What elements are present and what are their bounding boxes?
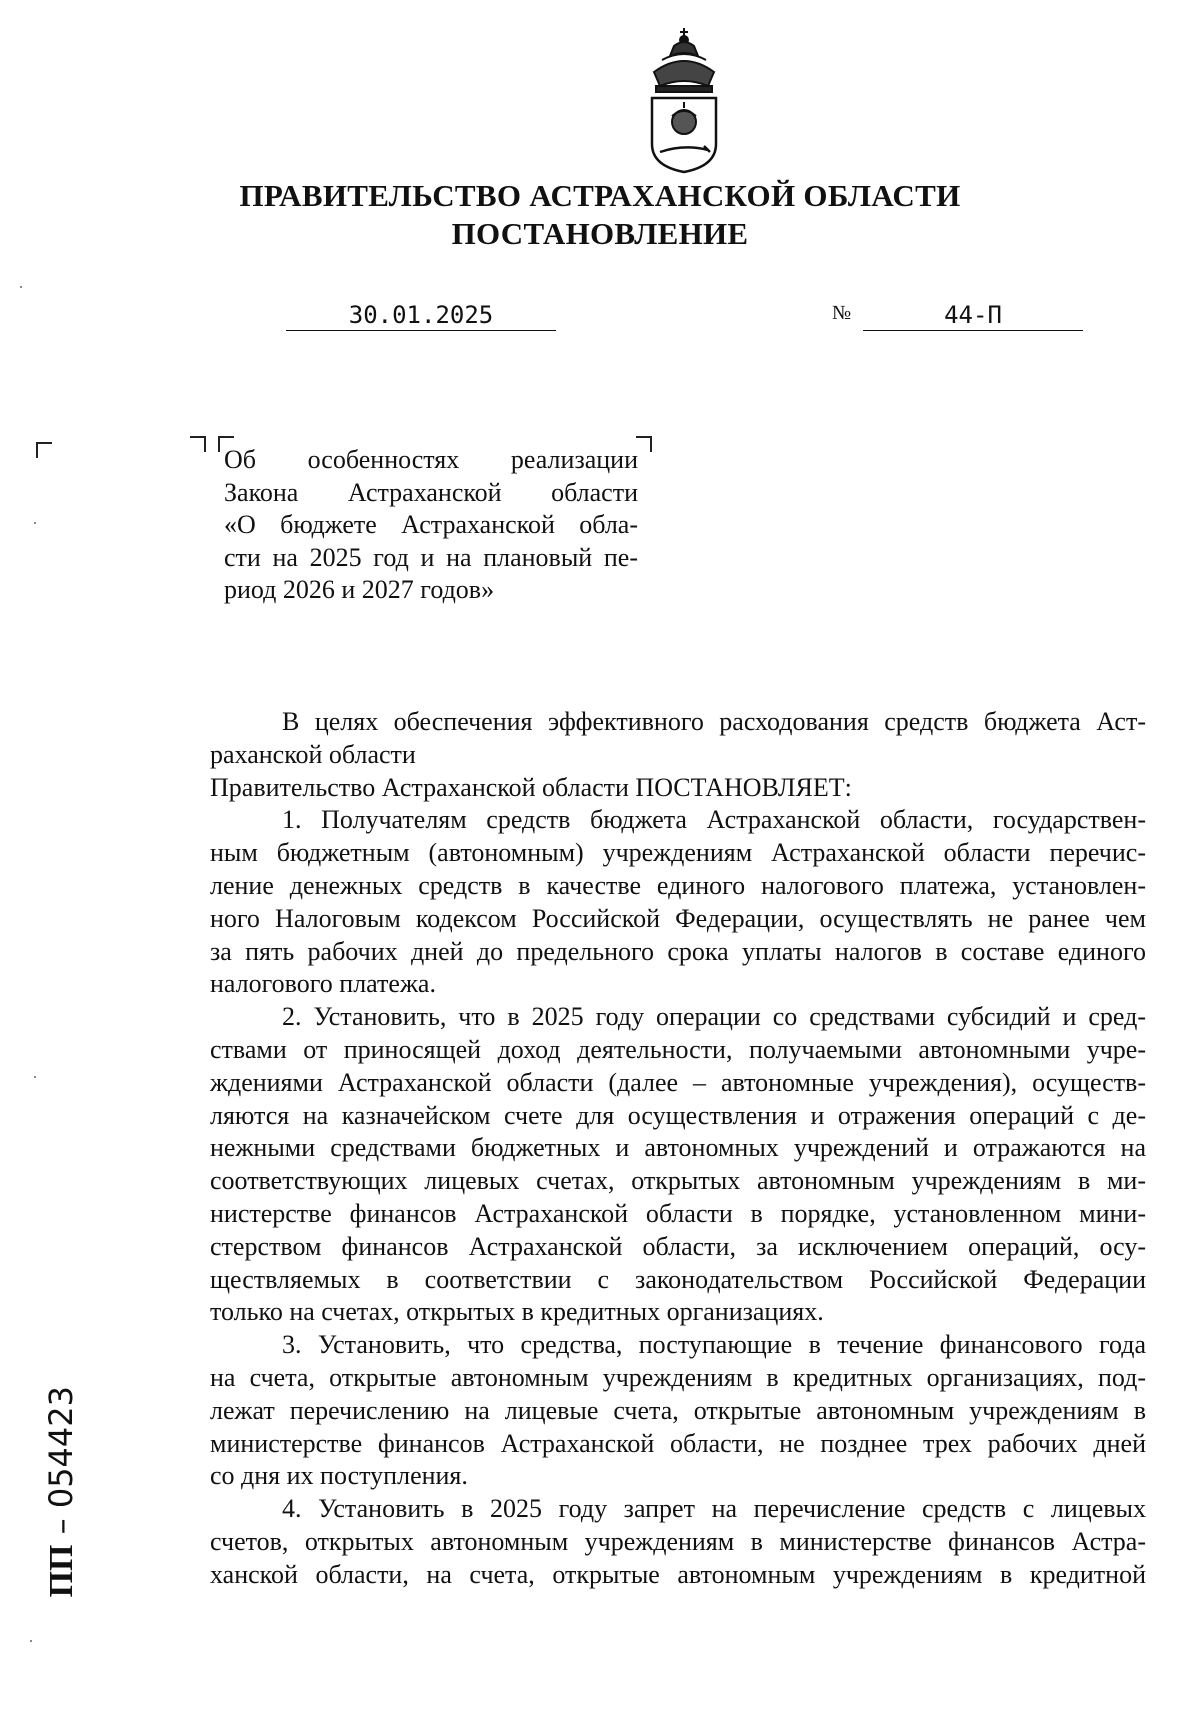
paragraph-4-cont [210, 1526, 1146, 1592]
serial-number: 054423 [42, 1386, 80, 1509]
paragraph-3 [210, 1329, 1146, 1362]
text-line: со дня их поступления. [210, 1461, 468, 1491]
subject-corner-mark [636, 436, 652, 452]
text-line: счетов, открытых автономным учреждениям в министерстве финансов Астра- [210, 1526, 1146, 1556]
text-line: 2. Установить, что в 2025 году операции со средствами субсидий и сред- [282, 1002, 1146, 1032]
text-line: ханской области, на счета, открытые автономным учреждениям в кредитной [210, 1559, 1146, 1589]
margin-corner-mark [36, 442, 52, 458]
subject-line: Об особенностях реализации [224, 445, 638, 474]
paragraph-1-cont [210, 837, 1146, 1001]
org-title: ПРАВИТЕЛЬСТВО АСТРАХАНСКОЙ ОБЛАСТИ [239, 178, 961, 213]
text-line: министерстве финансов Астраханской области, не позднее трех рабочих дней [210, 1428, 1146, 1458]
text-line: ждениями Астраханской области (далее – автономные учреждения), осуществ- [210, 1067, 1146, 1097]
text-line: нистерстве финансов Астраханской области в порядке, установленном мини- [210, 1198, 1146, 1228]
text-line: налогового платежа. [210, 969, 436, 999]
subject-line: риод 2026 и 2027 годов» [224, 575, 495, 604]
serial-dash: – [42, 1518, 80, 1535]
text-line: 3. Установить, что средства, поступающие в течение финансового года [282, 1330, 1146, 1360]
document-subject [224, 444, 638, 607]
paragraph-2-cont [210, 1034, 1146, 1329]
paragraph-4 [210, 1493, 1146, 1526]
document-body [210, 706, 1146, 1592]
text-line: лежат перечислению на лицевые счета, открытые автономным учреждениям в [210, 1395, 1146, 1425]
paragraph-1 [210, 804, 1146, 837]
scan-speck [34, 522, 36, 524]
text-line: стерством финансов Астраханской области, за исключением операций, осу- [210, 1231, 1146, 1261]
subject-line: сти на 2025 год и на плановый пе- [224, 542, 638, 572]
text-line: нежными средствами бюджетных и автономных учреждений и отражаются на [210, 1133, 1146, 1163]
text-line: на счета, открытые автономным учреждениям в кредитных организациях, под- [210, 1362, 1146, 1392]
serial-series: ПП [43, 1544, 80, 1598]
number-sign: № [832, 302, 852, 324]
paragraph-2 [210, 1001, 1146, 1034]
preamble-end [210, 739, 1146, 805]
subject-line: Закона Астраханской области [224, 477, 638, 507]
text-line: ным бюджетным (автономным) учреждениям Астраханской области перечис- [210, 838, 1146, 868]
preamble [210, 706, 1146, 739]
doc-type: ПОСТАНОВЛЕНИЕ [451, 216, 749, 251]
resolves-line: Правительство Астраханской области ПОСТАНОВЛЯЕТ: [210, 772, 852, 802]
scan-speck [34, 1076, 36, 1078]
form-serial-code [42, 1386, 81, 1597]
scan-speck [30, 1640, 32, 1642]
text-line: ление денежных средств в качестве единого налогового платежа, установлен- [210, 870, 1146, 900]
document-date: 30.01.2025 [286, 300, 556, 331]
text-line: ствами от приносящей доход деятельности, получаемыми автономными учре- [210, 1034, 1146, 1064]
subject-corner-mark [190, 436, 206, 452]
text-line: ляются на казначейском счете для осуществления и отражения операций с де- [210, 1100, 1146, 1130]
text-line: В целях обеспечения эффективного расходования средств бюджета Аст- [282, 707, 1146, 736]
text-line: только на счетах, открытых в кредитных организациях. [210, 1297, 824, 1327]
paragraph-3-cont [210, 1362, 1146, 1493]
text-line: 1. Получателям средств бюджета Астраханской области, государствен- [282, 805, 1146, 835]
text-line: 4. Установить в 2025 году запрет на перечисление средств с лицевых [282, 1494, 1146, 1524]
scan-speck [20, 286, 22, 288]
text-line: соответствующих лицевых счетах, открытых автономным учреждениям в ми- [210, 1166, 1146, 1196]
text-line: ществляемых в соответствии с законодательством Российской Федерации [210, 1264, 1146, 1294]
text-line: ного Налоговым кодексом Российской Федерации, осуществлять не ранее чем [210, 903, 1146, 933]
subject-line: «О бюджете Астраханской обла- [224, 510, 638, 539]
astrakhan-coat-of-arms-icon [634, 24, 734, 176]
document-number: 44-П [863, 300, 1083, 331]
text-line: за пять рабочих дней до предельного срока уплаты налогов в составе единого [210, 936, 1146, 966]
text-line: раханской области [210, 739, 416, 769]
